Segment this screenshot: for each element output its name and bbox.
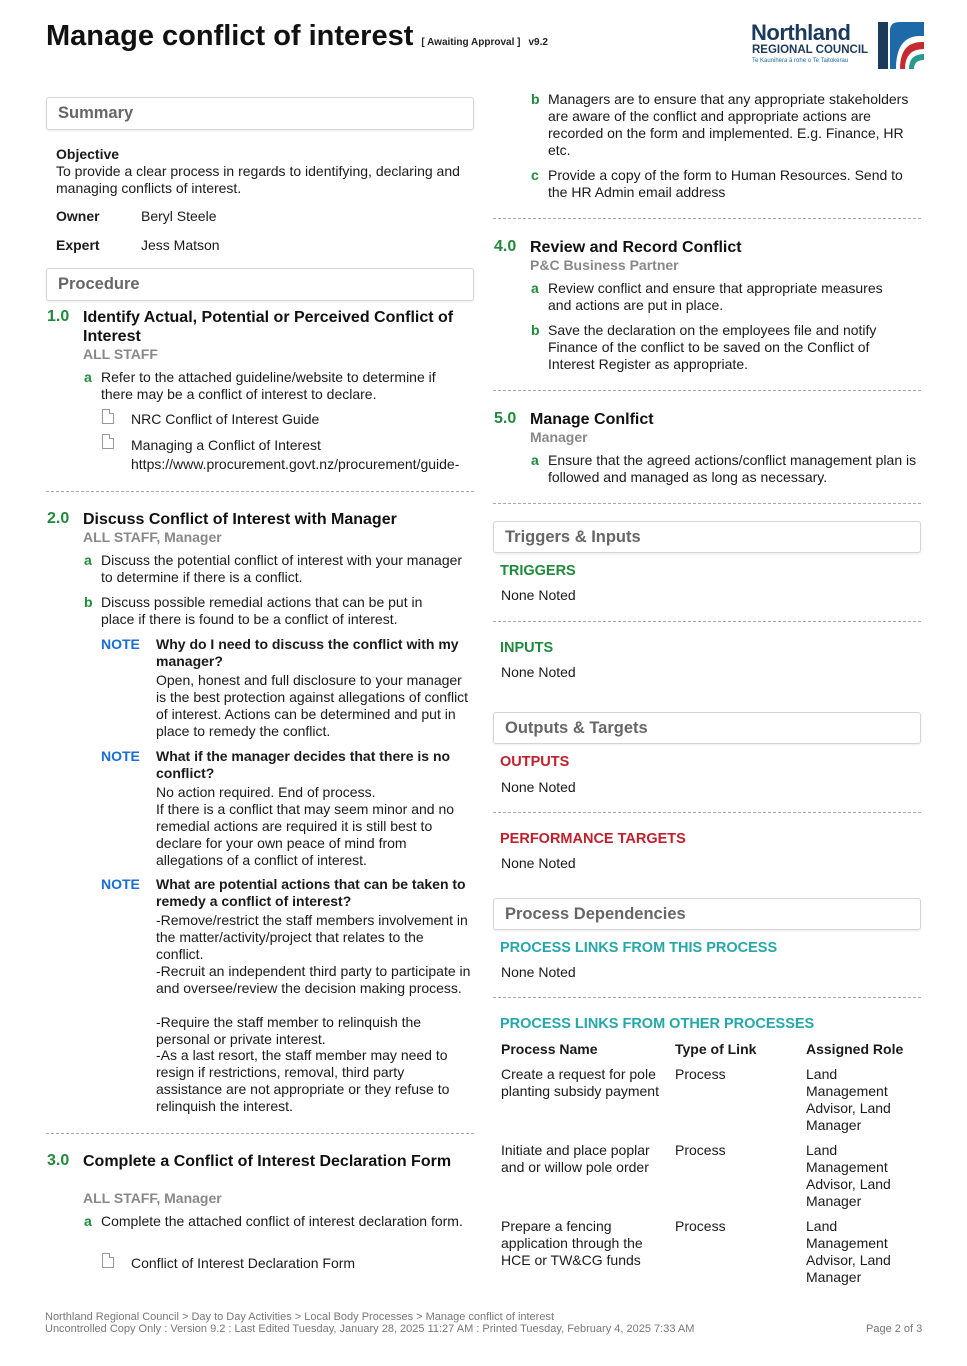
item-letter: a	[531, 280, 539, 296]
document-icon	[102, 434, 114, 449]
note-question: Why do I need to discuss the conflict with my manager?	[156, 636, 459, 669]
item-text: Save the declaration on the employees file and notify Finance of the conflict to be saved on the Conflict of Interest Register as appropriate.	[548, 322, 877, 372]
divider	[46, 491, 474, 492]
divider	[493, 390, 921, 391]
triggers-label: TRIGGERS	[500, 563, 576, 579]
note-answer: Open, honest and full disclosure to your manager is the best protection against allegations of conflict of interest. Actions can be determined and put in place to remedy the conflict.	[156, 672, 469, 739]
divider	[493, 218, 921, 219]
page-header	[46, 20, 548, 53]
step-number: 2.0	[47, 510, 70, 527]
step-title: Discuss Conflict of Interest with Manager	[83, 511, 397, 528]
page-number: Page 2 of 3	[866, 1323, 923, 1335]
item-letter: a	[84, 369, 92, 385]
objective-label: Objective	[56, 146, 120, 162]
table-cell-type: Process	[675, 1218, 726, 1234]
note-answer: -Remove/restrict the staff members involvement in the matter/activity/project that relates to the conflict.	[156, 912, 468, 962]
footer-breadcrumb: Northland Regional Council > Day to Day Activities > Local Body Processes > Manage conflict of interest	[45, 1311, 555, 1323]
divider	[493, 997, 921, 998]
item-text: Managers are to ensure that any appropriate stakeholders are aware of the conflict and appropriate actions are recorded on the form and implemented. E.g. Finance, HR etc.	[548, 91, 909, 158]
note-label: NOTE	[101, 748, 140, 764]
item-letter: a	[84, 1213, 92, 1229]
note-question: What if the manager decides that there is no conflict?	[156, 748, 451, 781]
table-cell-type: Process	[675, 1142, 726, 1158]
owner-value: Beryl Steele	[141, 208, 217, 224]
logo-tagline: Te Kaunihera ā rohe o Te Taitokerau	[752, 58, 849, 64]
step-role: P&C Business Partner	[530, 257, 679, 273]
column-header: Process Name	[501, 1041, 598, 1057]
divider	[493, 812, 921, 813]
table-cell-type: Process	[675, 1066, 726, 1082]
council-logo	[751, 20, 926, 70]
expert-label: Expert	[56, 237, 100, 253]
step-title: Identify Actual, Potential or Perceived Conflict of Interest	[83, 309, 454, 345]
table-cell-role: Land Management Advisor, Land Manager	[806, 1218, 891, 1285]
links-from-this-label: PROCESS LINKS FROM THIS PROCESS	[500, 940, 778, 956]
objective-text: To provide a clear process in regards to identifying, declaring and managing conflicts of interest.	[56, 163, 460, 196]
item-text: Complete the attached conflict of interest declaration form.	[101, 1213, 463, 1229]
item-text: Discuss possible remedial actions that can be put in place if there is found to be a conflict of interest.	[101, 594, 423, 627]
version-label: v9.2	[528, 37, 548, 48]
table-cell-process[interactable]: Initiate and place poplar and or willow pole order	[501, 1142, 650, 1175]
divider	[493, 503, 921, 504]
column-header: Type of Link	[675, 1041, 757, 1057]
column-header: Assigned Role	[806, 1041, 904, 1057]
targets-label: PERFORMANCE TARGETS	[500, 831, 686, 847]
table-cell-role: Land Management Advisor, Land Manager	[806, 1066, 891, 1133]
status-badge: [ Awaiting Approval ]	[421, 37, 521, 48]
divider	[46, 1133, 474, 1134]
step-title: Manage Conlfict	[530, 411, 654, 428]
item-letter: b	[84, 594, 93, 610]
note-answer: -As a last resort, the staff member may need to resign if restrictions, removal, third party assistance are not appropriate or they refuse to relinquish the interest.	[156, 1047, 450, 1114]
item-text: Review conflict and ensure that appropriate measures and actions are put in place.	[548, 280, 883, 313]
item-text: Provide a copy of the form to Human Resources. Send to the HR Admin email address	[548, 167, 903, 200]
step-role: ALL STAFF, Manager	[83, 529, 222, 545]
item-text: Ensure that the agreed actions/conflict management plan is followed and managed as long as necessary.	[548, 452, 917, 485]
attachment-link[interactable]: NRC Conflict of Interest Guide	[131, 411, 320, 427]
item-text: Refer to the attached guideline/website to determine if there may be a conflict of interest to declare.	[101, 369, 436, 402]
page-title: Manage conflict of interest	[46, 20, 414, 52]
step-role: ALL STAFF, Manager	[83, 1190, 222, 1206]
logo-emblem-icon	[878, 22, 924, 69]
step-number: 3.0	[47, 1152, 70, 1169]
inputs-value: None Noted	[501, 664, 576, 680]
step-number: 4.0	[494, 238, 517, 255]
attachment-url[interactable]: https://www.procurement.govt.nz/procurement/guide-	[131, 456, 460, 472]
note-question: What are potential actions that can be taken to remedy a conflict of interest?	[156, 876, 466, 909]
footer-meta: Uncontrolled Copy Only : Version 9.2 : Last Edited Tuesday, January 28, 2025 11:27 AM : Printed Tuesday, February 4, 2025 7:33 AM	[45, 1323, 695, 1335]
attachment-link[interactable]: Managing a Conflict of Interest	[131, 437, 321, 453]
note-answer: -Require the staff member to relinquish the personal or private interest.	[156, 1014, 422, 1047]
note-label: NOTE	[101, 876, 140, 892]
item-letter: a	[84, 552, 92, 568]
step-role: Manager	[530, 429, 588, 445]
outputs-value: None Noted	[501, 779, 576, 795]
divider	[493, 621, 921, 622]
table-cell-role: Land Management Advisor, Land Manager	[806, 1142, 891, 1209]
expert-value: Jess Matson	[141, 237, 220, 253]
step-number: 1.0	[47, 308, 70, 325]
item-letter: b	[531, 322, 540, 338]
note-answer: -Recruit an independent third party to participate in and oversee/review the decision making process.	[156, 963, 471, 996]
note-answer: No action required. End of process.	[156, 784, 376, 800]
triggers-value: None Noted	[501, 587, 576, 603]
triggers-inputs-header: Triggers & Inputs	[493, 521, 921, 553]
logo-name: Northland	[751, 20, 851, 45]
inputs-label: INPUTS	[500, 640, 554, 656]
item-letter: b	[531, 91, 540, 107]
summary-header: Summary	[46, 97, 474, 130]
step-title: Review and Record Conflict	[530, 239, 742, 256]
step-number: 5.0	[494, 410, 517, 427]
document-icon	[102, 409, 114, 424]
dependencies-header: Process Dependencies	[493, 898, 921, 930]
item-letter: c	[531, 167, 539, 183]
document-icon	[102, 1253, 114, 1268]
procedure-header: Procedure	[46, 268, 474, 301]
targets-value: None Noted	[501, 855, 576, 871]
links-from-other-label: PROCESS LINKS FROM OTHER PROCESSES	[500, 1016, 815, 1032]
table-cell-process[interactable]: Prepare a fencing application through the HCE or TW&CG funds	[501, 1218, 643, 1268]
table-cell-process[interactable]: Create a request for pole planting subsidy payment	[501, 1066, 659, 1099]
outputs-targets-header: Outputs & Targets	[493, 712, 921, 744]
outputs-label: OUTPUTS	[500, 754, 570, 770]
item-letter: a	[531, 452, 539, 468]
owner-label: Owner	[56, 208, 100, 224]
step-role: ALL STAFF	[83, 346, 158, 362]
attachment-link[interactable]: Conflict of Interest Declaration Form	[131, 1255, 356, 1271]
links-from-this-value: None Noted	[501, 964, 576, 980]
step-title: Complete a Conflict of Interest Declaration Form	[83, 1153, 452, 1170]
logo-subname: REGIONAL COUNCIL	[752, 44, 869, 56]
note-label: NOTE	[101, 636, 140, 652]
note-answer: If there is a conflict that may seem minor and no remedial actions are required it is still best to declare for your own peace of mind from allegations of a conflict of interest.	[156, 801, 455, 868]
item-text: Discuss the potential conflict of interest with your manager to determine if there is a conflict.	[101, 552, 463, 585]
